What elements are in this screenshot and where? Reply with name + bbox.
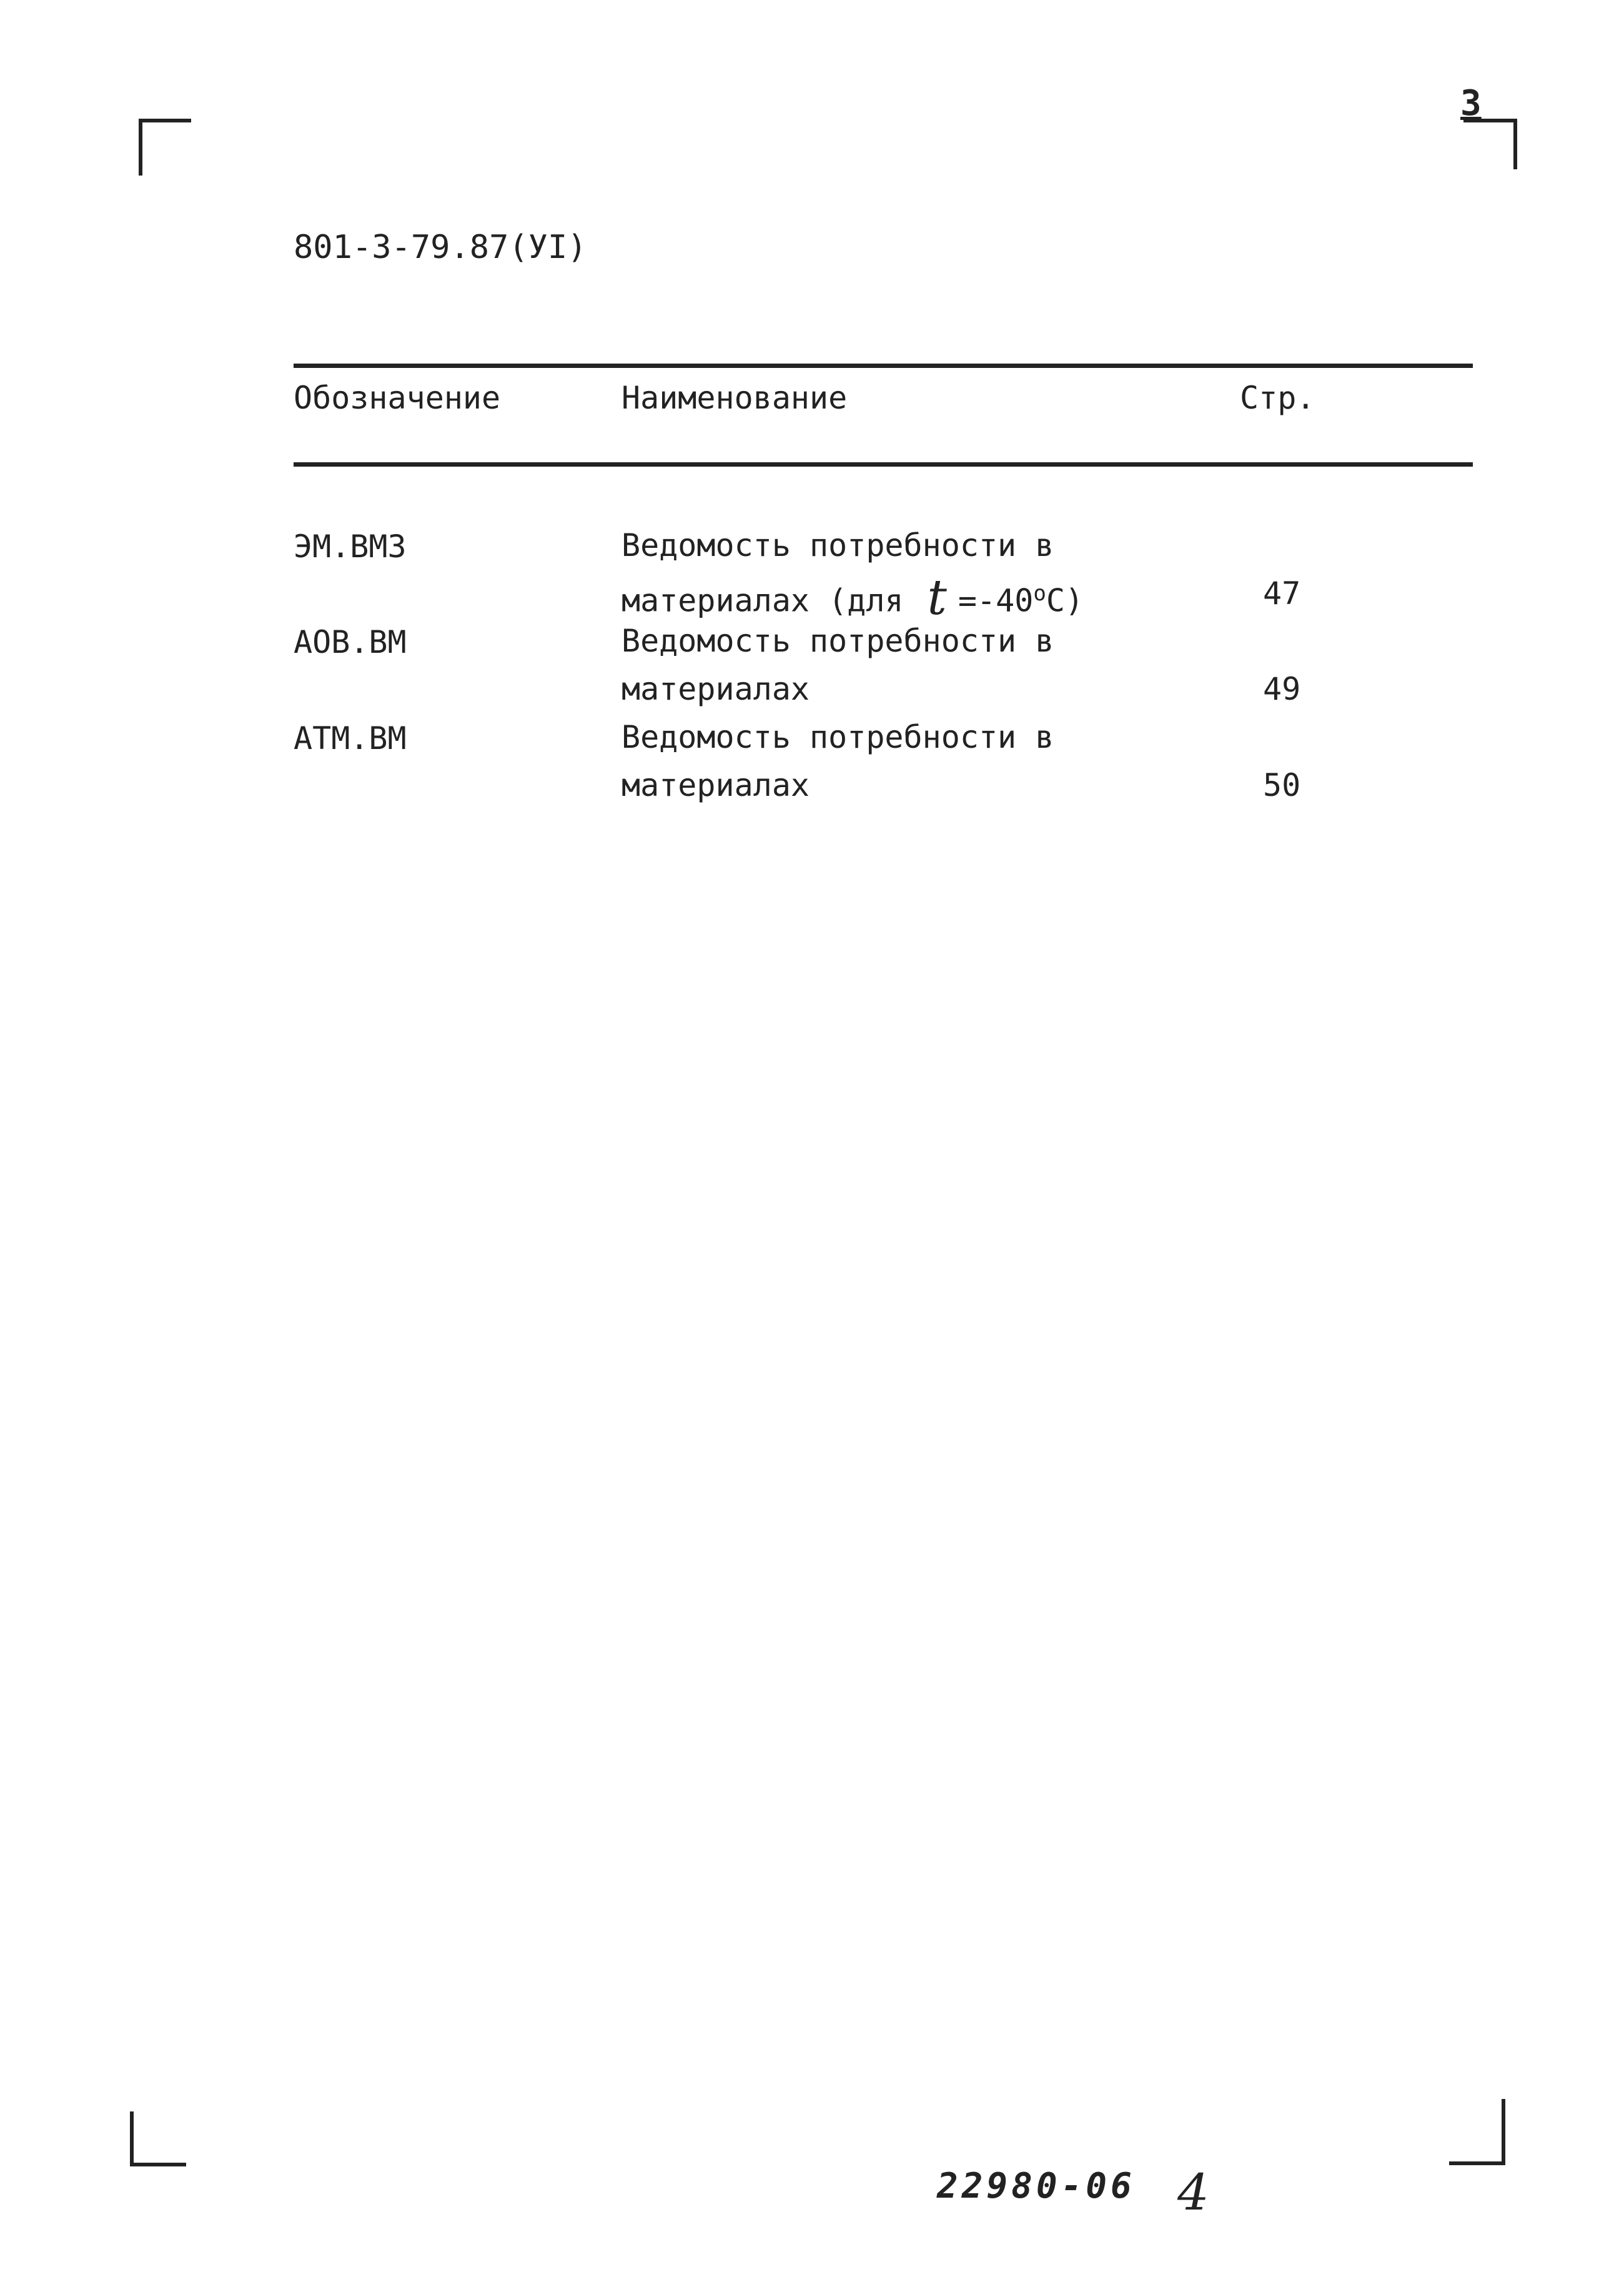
corner-mark-top-left	[139, 119, 191, 176]
corner-mark-bottom-right	[1449, 2099, 1505, 2165]
corner-mark-top-right	[1463, 119, 1517, 169]
row-3-name	[621, 713, 1054, 810]
header-designation: Обозначение	[294, 380, 501, 416]
header-page: Стр.	[1240, 380, 1315, 416]
row-2-name	[621, 617, 1054, 713]
row-1-designation: ЭМ.ВМ3	[294, 528, 407, 565]
row-2-name-line2: материалах	[621, 671, 810, 707]
sheet-number: 4	[1177, 2163, 1209, 2221]
row-1-name-line2: материалах (для $t =-40^oC$)	[621, 569, 1084, 626]
temperature-symbol: t	[927, 569, 947, 626]
row-3-name-line1: Ведомость потребности в	[621, 719, 1054, 755]
row-1-page: 47	[1263, 575, 1301, 612]
row-2-name-line1: Ведомость потребности в	[621, 623, 1054, 659]
row-2-designation: АОВ.ВМ	[294, 624, 407, 660]
header-name: Наименование	[621, 380, 848, 416]
row-3-name-line2: материалах	[621, 767, 810, 803]
row-3-page: 50	[1263, 767, 1301, 803]
document-code: 801-3-79.87(УI)	[294, 229, 587, 266]
row-2-page: 49	[1263, 671, 1301, 707]
table-header-rule	[294, 462, 1473, 467]
archive-number: 22980-06	[937, 2166, 1136, 2206]
row-1-name	[621, 522, 1084, 625]
corner-mark-bottom-left	[130, 2111, 186, 2166]
page-number: 3	[1460, 83, 1482, 124]
table-top-rule	[294, 364, 1473, 368]
row-1-name-line1: Ведомость потребности в	[621, 527, 1054, 563]
row-3-designation: АТМ.ВМ	[294, 720, 407, 757]
degree-mark: o	[1033, 581, 1046, 606]
